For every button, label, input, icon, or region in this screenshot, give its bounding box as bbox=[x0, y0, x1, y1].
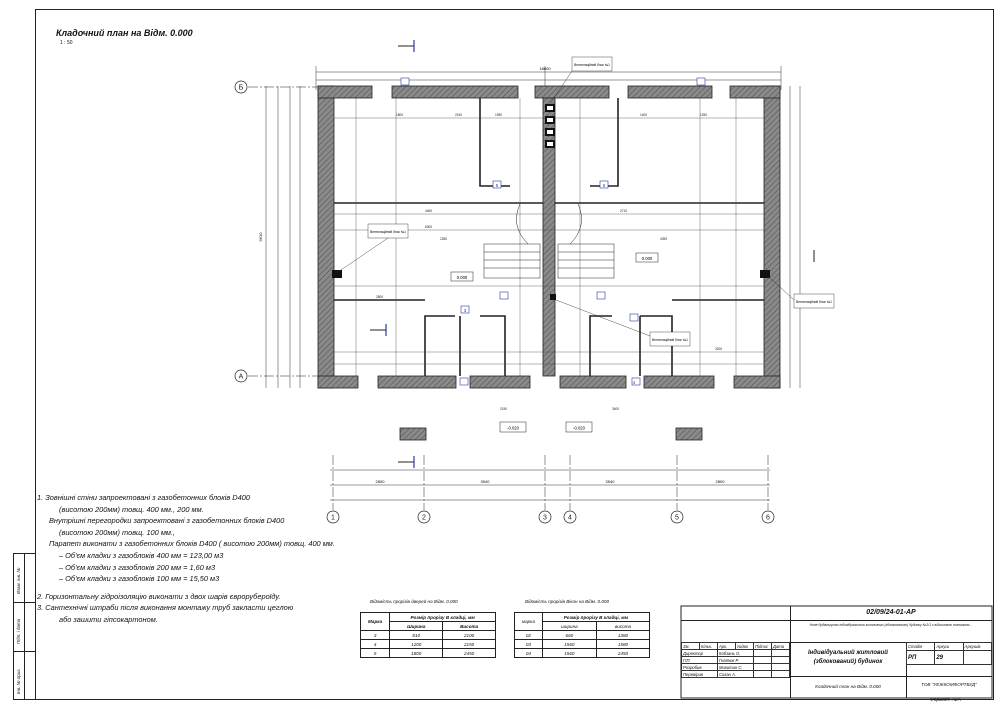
bottom-dim: 2800 bbox=[375, 479, 385, 484]
stamp-divider bbox=[790, 676, 992, 677]
note-line: Внутрішні перегородки запроектовані з газобетонних блоків D400 bbox=[49, 516, 285, 526]
axis-label: 5 bbox=[675, 514, 679, 522]
opening-mark: 5 bbox=[602, 183, 606, 188]
stamp-stage: РП bbox=[907, 651, 935, 665]
side-label: Взам. інв. № bbox=[16, 567, 21, 594]
windows-group-header: Розмір прорізу В кладці, мм bbox=[542, 613, 649, 622]
axis-label: 1 bbox=[331, 514, 335, 522]
stamp-rev-table: Зм. Кільк. Арк. №док Підпис Дата Директор Кобзань О. ГІП Гнатюк Р. Розробив Микитин С. Перевірив Созан А. bbox=[681, 642, 790, 678]
overall-width-dim: 18600 bbox=[539, 66, 551, 71]
table-row: 04 1560 2450 bbox=[515, 649, 650, 658]
axis-label: 4 bbox=[568, 514, 572, 522]
room-dim: 3400 bbox=[612, 407, 620, 411]
windows-table-title: Відомість прорізів Вікон на Відм. 0.000 bbox=[525, 599, 609, 604]
axis-label: А bbox=[238, 373, 244, 381]
windows-col-header: марка bbox=[515, 613, 543, 631]
opening-mark: 4 bbox=[632, 380, 636, 385]
room-dim: 1800 bbox=[396, 113, 404, 117]
room-dim: 1950 bbox=[495, 113, 503, 117]
axis-label: 3 bbox=[543, 514, 547, 522]
vent-callout: Вентиляційний блок №1 bbox=[652, 338, 688, 342]
room-dim: 4460 bbox=[425, 209, 433, 213]
room-dim: 1250 bbox=[700, 113, 708, 117]
drawing-title: Кладочний план на Відм. 0.000 bbox=[56, 28, 193, 38]
doors-col-header: Ширина bbox=[390, 622, 443, 631]
stamp-divider bbox=[790, 606, 791, 698]
bottom-dim: 3540 bbox=[480, 479, 490, 484]
note-line: 1. Зовнішні стіни запроектовані з газобетонних блоків D400 bbox=[37, 493, 250, 502]
level-mark: -0.020 bbox=[573, 425, 585, 431]
level-mark: 0.000 bbox=[456, 275, 468, 280]
stamp-divider bbox=[681, 620, 992, 621]
notes-block bbox=[37, 492, 335, 626]
table-row: 3 810 2100 bbox=[361, 631, 496, 640]
stamp-object-name: Індивідуальний житловий (зблокований) будинок bbox=[808, 650, 888, 665]
room-dim: 1400 bbox=[640, 113, 648, 117]
doors-col-header: Марка bbox=[361, 613, 390, 631]
room-dim: 2280 bbox=[440, 237, 448, 241]
table-row: 02 660 1380 bbox=[515, 631, 650, 640]
room-dim: 3200 bbox=[715, 347, 723, 351]
room-dim: 2150 bbox=[455, 113, 463, 117]
note-line: Парапет виконати з газобетонних блоків D400 ( висотою 200мм) товщ. 400 мм. bbox=[49, 539, 335, 549]
level-mark: -0.020 bbox=[507, 425, 519, 431]
side-label: Інв. № ориг. bbox=[16, 668, 21, 694]
level-mark: 0.000 bbox=[641, 256, 653, 261]
axis-label: 2 bbox=[422, 514, 426, 522]
windows-col-header: висота bbox=[596, 622, 649, 631]
table-row: 4 1200 2150 bbox=[361, 640, 496, 649]
axis-label: 6 bbox=[766, 514, 770, 522]
axis-label: Б bbox=[238, 84, 244, 92]
bottom-dim: 3540 bbox=[605, 479, 615, 484]
note-line: 2. Горизонтальну гідроізоляцію виконати з двох шарів єврорубероїду. bbox=[37, 591, 281, 601]
side-label: Підп. і дата bbox=[16, 618, 21, 644]
windows-col-header: ширина bbox=[542, 622, 596, 631]
overall-height-dim: 9610 bbox=[258, 232, 263, 242]
note-line: (висотою 200мм) товщ. 100 мм., bbox=[59, 527, 176, 537]
note-line: (висотою 200мм) товщ. 400 мм., 200 мм. bbox=[59, 504, 204, 514]
note-line: – Об'єм кладки з газоблоків 200 мм = 1,60 м3 bbox=[59, 562, 216, 572]
stamp-project-desc: Нове будівництво індивідуального житлового (зблокованого) будинку №3/1 з військовою позначкою... bbox=[809, 623, 973, 627]
room-dim: 2710 bbox=[620, 209, 628, 213]
room-dim: 6300 bbox=[425, 225, 433, 229]
stamp-company: ТОВ "УЕЖКОМФОРТБУД" bbox=[921, 682, 977, 687]
doors-group-header: Розмір прорізу В кладці, мм bbox=[390, 613, 496, 622]
vent-callout: Вентиляційний блок №1 bbox=[574, 63, 610, 67]
doors-col-header: Висота bbox=[443, 622, 496, 631]
stamp-code: 02/09/24-01-АР bbox=[866, 609, 916, 616]
room-dim: 2800 bbox=[376, 295, 384, 299]
note-line: – Об'єм кладки з газоблоків 100 мм = 15,50 м3 bbox=[59, 574, 220, 584]
doors-table-title: Відомість прорізів дверей на Відм. 0.000 bbox=[370, 599, 458, 604]
room-dim: 2150 bbox=[500, 407, 508, 411]
stamp-sheet-no: 29 bbox=[935, 651, 963, 665]
stamp-stage-table: Стадія Аркуш Аркушів РП 29 bbox=[906, 642, 992, 665]
vent-callout: Вентиляційний блок №1 bbox=[370, 230, 406, 234]
note-line: 3. Сантехнічні штраби після виконання монтажу труб закласти цеглою bbox=[37, 603, 294, 613]
bottom-dim: 2800 bbox=[715, 479, 725, 484]
vent-callout: Вентиляційний блок №1 bbox=[796, 300, 832, 304]
note-line: або зашити гіпсокартоном. bbox=[59, 614, 158, 624]
note-line: – Об'єм кладки з газоблоків 400 мм = 123,00 м3 bbox=[59, 550, 224, 560]
stamp-sheet-name: Кладочний план на Відм. 0.000 bbox=[815, 684, 881, 689]
stamp-divider bbox=[906, 676, 907, 698]
room-dim: 4390 bbox=[660, 237, 668, 241]
windows-table bbox=[514, 612, 650, 658]
opening-mark: 3 bbox=[463, 308, 467, 313]
doors-table bbox=[360, 612, 496, 658]
sheet-format: Формат: А2А bbox=[930, 698, 961, 703]
opening-mark: 5 bbox=[495, 183, 499, 188]
drawing-scale: 1 : 50 bbox=[60, 40, 73, 46]
table-row: 5 1800 2450 bbox=[361, 649, 496, 658]
table-row: 03 1560 1580 bbox=[515, 640, 650, 649]
